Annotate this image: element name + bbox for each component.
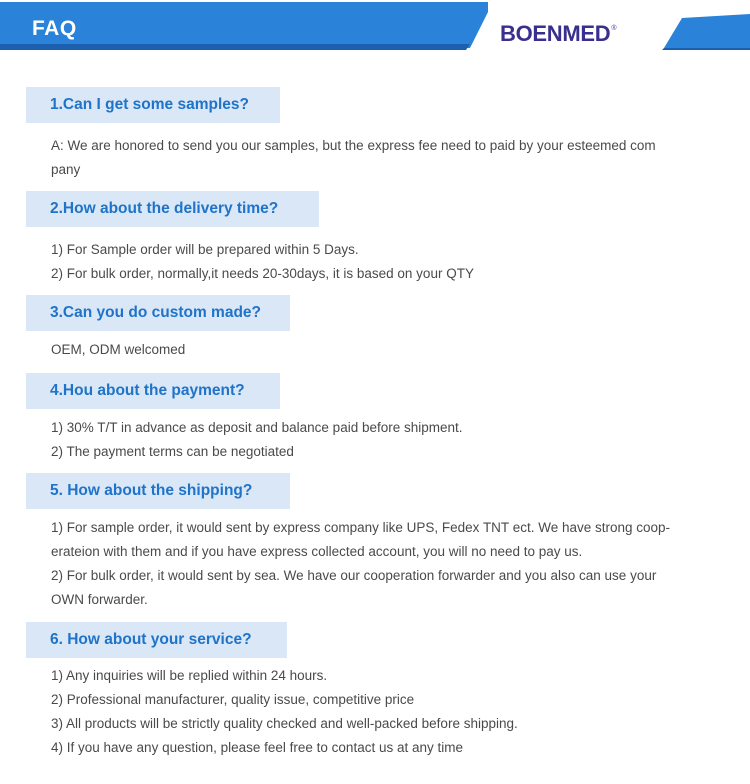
answer-line: OEM, ODM welcomed bbox=[51, 342, 186, 357]
answer-line: erateion with them and if you have express collected account, you will no need to pay us. bbox=[51, 544, 583, 559]
page-title: FAQ bbox=[32, 17, 77, 40]
faq-answer bbox=[51, 516, 711, 612]
faq-answer bbox=[51, 238, 711, 286]
answer-line: 2) Professional manufacturer, quality issue, competitive price bbox=[51, 692, 415, 707]
answer-line: OWN forwarder. bbox=[51, 592, 148, 607]
faq-answer bbox=[51, 338, 711, 362]
faq-answer bbox=[51, 664, 711, 760]
faq-question-box bbox=[26, 191, 319, 227]
faq-question-box bbox=[26, 473, 290, 509]
answer-line: 2) The payment terms can be negotiated bbox=[51, 444, 294, 459]
faq-header bbox=[0, 0, 750, 62]
answer-line: 1) For sample order, it would sent by express company like UPS, Fedex TNT ect. We have strong coop- bbox=[51, 520, 671, 535]
logo-text: BOENMED bbox=[500, 21, 611, 46]
faq-question: 3.Can you do custom made? bbox=[50, 304, 262, 321]
answer-line: 3) All products will be strictly quality checked and well-packed before shipping. bbox=[51, 716, 518, 731]
answer-line: 4) If you have any question, please feel free to contact us at any time bbox=[51, 740, 463, 755]
answer-line: A: We are honored to send you our samples, but the express fee need to paid by your esteemed com bbox=[51, 138, 656, 153]
answer-line: 2) For bulk order, it would sent by sea. We have our cooperation forwarder and you also can use your bbox=[51, 568, 657, 583]
brand-logo bbox=[500, 20, 617, 50]
faq-question-box bbox=[26, 622, 287, 658]
faq-question-box bbox=[26, 87, 280, 123]
faq-question: 2.How about the delivery time? bbox=[50, 200, 279, 217]
faq-question: 6. How about your service? bbox=[50, 631, 252, 648]
header-band bbox=[0, 0, 750, 62]
answer-line: 2) For bulk order, normally,it needs 20-30days, it is based on your QTY bbox=[51, 266, 474, 281]
faq-answer bbox=[51, 416, 711, 464]
answer-line: 1) 30% T/T in advance as deposit and balance paid before shipment. bbox=[51, 420, 463, 435]
registered-mark: ® bbox=[611, 25, 617, 32]
faq-question-box bbox=[26, 373, 280, 409]
faq-question: 5. How about the shipping? bbox=[50, 482, 253, 499]
faq-question: 1.Can I get some samples? bbox=[50, 96, 249, 113]
answer-line: 1) For Sample order will be prepared within 5 Days. bbox=[51, 242, 359, 257]
answer-line: pany bbox=[51, 162, 81, 177]
faq-question: 4.Hou about the payment? bbox=[50, 382, 245, 399]
faq-answer bbox=[51, 134, 711, 182]
faq-question-box bbox=[26, 295, 290, 331]
answer-line: 1) Any inquiries will be replied within 24 hours. bbox=[51, 668, 328, 683]
